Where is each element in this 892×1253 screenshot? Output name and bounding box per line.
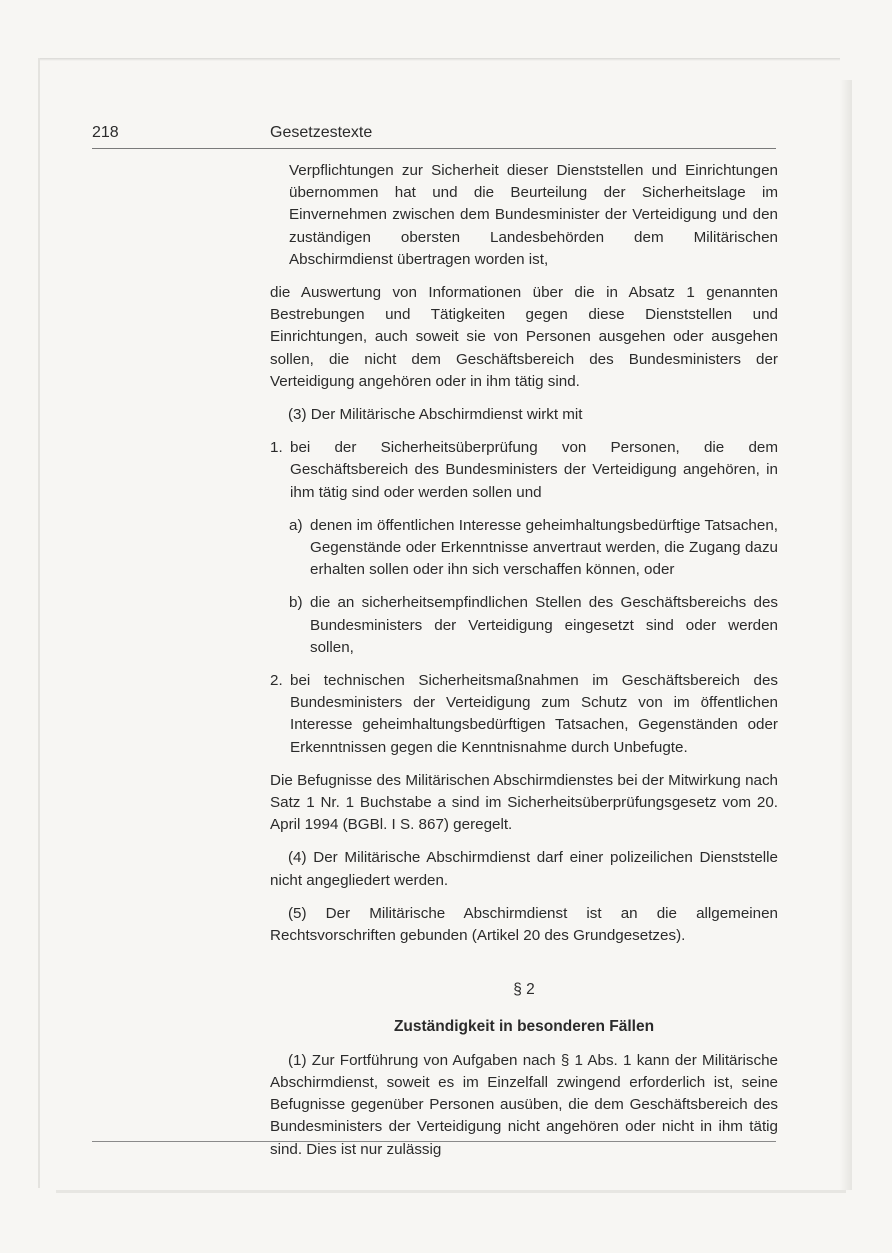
footer-rule — [92, 1141, 776, 1142]
paragraph-3: (3) Der Militärische Abschirmdienst wirkt mit — [288, 406, 583, 424]
list-marker: 2. — [270, 672, 283, 690]
body-text — [270, 160, 778, 1172]
list-marker: a) — [289, 516, 303, 534]
page-edge-left — [38, 58, 40, 1188]
paragraph-5: (5) Der Militärische Abschirmdienst ist an die allgemeinen Rechtsvorschriften gebunden (Artikel 20 des Grundgesetzes). — [270, 904, 778, 945]
paragraph-continuation: Verpflichtungen zur Sicherheit dieser Dienststellen und Einrichtungen übernommen hat und die Beurteilung der Sicherheitslage im Einvernehmen zwischen dem Bundesminister der Verteidigung und den zuständigen obersten Landesbehörden dem Militärischen Abschirmdienst übertragen worden ist, — [289, 162, 778, 268]
paragraph-powers: Die Befugnisse des Militärischen Abschirmdienstes bei der Mitwirkung nach Satz 1 Nr. 1 Buchstabe a sind im Sicherheitsüberprüfungsgesetz vom 20. April 1994 (BGBl. I S. 867) geregelt. — [270, 771, 778, 834]
page-header — [92, 120, 776, 149]
page-edge-bottom — [56, 1190, 846, 1193]
list-item-text: die an sicherheitsempfindlichen Stellen des Geschäftsbereichs des Bundesministers der Verteidigung eingesetzt sind oder werden sollen, — [310, 594, 778, 656]
page-number: 218 — [92, 124, 119, 141]
list-marker: 1. — [270, 439, 283, 457]
list-item-text: denen im öffentlichen Interesse geheimhaltungsbedürftige Tatsachen, Gegenstände oder Erkenntnisse anvertraut werden, die Zugang dazu erhalten sollen oder ihn sich verschaffen können, oder — [310, 516, 778, 579]
list-item-text: bei der Sicherheitsüberprüfung von Personen, die dem Geschäftsbereich des Bundesministers der Verteidigung angehören, in ihm tätig sind oder werden sollen und — [290, 439, 778, 501]
list-item-2 — [270, 670, 778, 759]
list-item-1 — [270, 437, 778, 504]
list-item-1b — [289, 592, 778, 659]
list-item-text: bei technischen Sicherheitsmaßnahmen im Geschäftsbereich des Bundesministers der Verteidigung zum Schutz von im öffentlichen Interesse geheimhaltungsbedürftigen Tatsachen, Gegenständen oder Erkenntnissen gegen die Kenntnisnahme durch Unbefugte. — [290, 672, 778, 756]
page-edge-right — [840, 80, 852, 1190]
list-item-1a — [289, 515, 778, 582]
list-marker: b) — [289, 594, 303, 612]
section-title: Zuständigkeit in besonderen Fällen — [393, 1017, 655, 1035]
running-head: Gesetzestexte — [270, 124, 373, 141]
sublist — [289, 515, 778, 659]
page-edge-top — [40, 58, 840, 61]
paragraph-evaluation: die Auswertung von Informationen über die in Absatz 1 genannten Bestrebungen und Tätigkeiten gegen diese Dienststellen und Einrichtungen, auch soweit sie von Personen ausgehen oder ausgehen sollen, die nicht dem Geschäftsbereich des Bundesministers der Verteidigung angehören oder in ihm tätig sind. — [270, 284, 778, 390]
paragraph-4: (4) Der Militärische Abschirmdienst darf einer polizeilichen Dienststelle nicht angegliedert werden. — [270, 849, 778, 889]
section-number: § 2 — [513, 981, 535, 999]
paragraph-section2-1: (1) Zur Fortführung von Aufgaben nach § 1 Abs. 1 kann der Militärische Abschirmdienst, soweit es im Einzelfall zwingend erforderlich ist, seine Befugnisse gegenüber Personen ausüben, die dem Geschäftsbereich des Bundesministers der Verteidigung nicht angehören oder nicht in ihm tätig sind. Dies ist nur zulässig — [270, 1051, 778, 1158]
